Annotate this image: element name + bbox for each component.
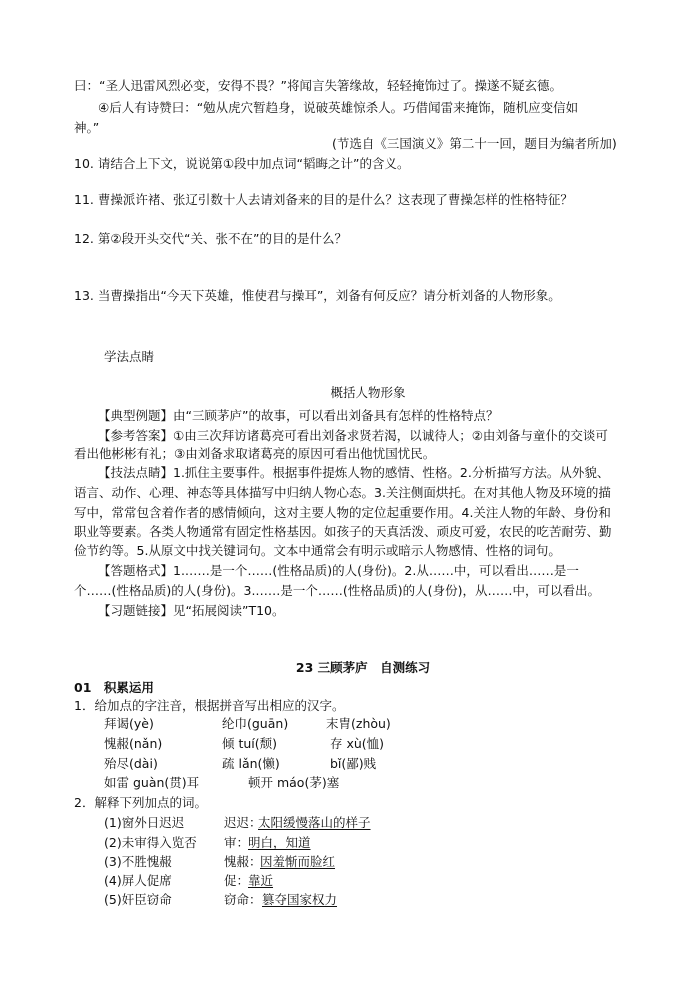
question-13: 13. 当曹操指出“今天下英雄，惟使君与操耳”，刘备有何反应？请分析刘备的人物形象。 <box>74 288 561 303</box>
pinyin-item: 末胄(zhòu) <box>326 716 391 731</box>
def-phrase: (2)未审得入览否 <box>104 835 197 850</box>
study-line: 【参考答案】①由三次拜访诸葛亮可看出刘备求贤若渴，以诚待人；②由刘备与童仆的交谈可 <box>98 428 608 443</box>
study-line: 个……(性格品质)的人(身份)。3.……是一个……(性格品质)的人(身份)，从……中，可以看出。 <box>74 583 600 598</box>
question-11: 11. 曹操派许褚、张辽引数十人去请刘备来的目的是什么？这表现了曹操怎样的性格特征？ <box>74 192 573 207</box>
def-meaning: 明白，知道 <box>248 835 311 850</box>
def-phrase: (1)窗外日迟迟 <box>104 815 185 830</box>
study-line: 写中，常常包含着作者的感情倾向，这对主要人物的定位起重要作用。4.关注人物的年龄、身份和 <box>74 505 611 520</box>
passage-source: (节选自《三国演义》第二十一回，题目为编者所加) <box>332 136 617 151</box>
question-1: 1．给加点的字注音，根据拼音写出相应的汉字。 <box>74 698 345 713</box>
passage-line: 神。” <box>74 120 100 135</box>
def-meaning: 篡夺国家权力 <box>262 892 338 907</box>
pinyin-item: bǐ(鄙)贱 <box>330 756 377 771</box>
study-line: 【技法点睛】1.抓住主要事件。根据事件提炼人物的感情、性格。2.分析描写方法。从外貌、 <box>98 465 610 480</box>
pinyin-item: 如雷 guàn(贯)耳 <box>104 775 200 790</box>
pinyin-item: 殆尽(dài) <box>104 756 158 771</box>
study-line: 俭节约等。5.从原文中找关键词句。文本中通常会有明示或暗示人物感情、性格的词句。 <box>74 543 561 558</box>
def-meaning: 太阳缓慢落山的样子 <box>258 815 371 830</box>
study-line: 职业等要素。各类人物通常有固定性格基因。如孩子的天真活泼、顽皮可爱，农民的吃苦耐劳、勤 <box>74 524 612 539</box>
study-title: 概括人物形象 <box>330 385 406 400</box>
def-phrase: (5)奸臣窃命 <box>104 892 172 907</box>
def-word: 促： <box>224 873 250 888</box>
def-word: 窃命： <box>224 892 262 907</box>
def-phrase: (4)屏人促席 <box>104 873 172 888</box>
study-line: 【答题格式】1.……是一个……(性格品质)的人(身份)。2.从……中，可以看出……是一 <box>98 563 579 578</box>
def-phrase: (3)不胜愧赧 <box>104 854 172 869</box>
pinyin-item: 愧赧(nǎn) <box>104 736 163 751</box>
pinyin-item: 存 xù(恤) <box>330 736 385 751</box>
study-line: 语言、动作、心理、神态等具体描写中归纳人物心态。3.关注侧面烘托。在对其他人物及环境的描 <box>74 485 611 500</box>
pinyin-item: 疏 lǎn(懒) <box>222 756 280 771</box>
def-word: 迟迟： <box>224 815 262 830</box>
question-12: 12. 第②段开头交代“关、张不在”的目的是什么？ <box>74 231 348 246</box>
def-meaning: 靠近 <box>248 873 274 888</box>
section-heading: 01 积累运用 <box>74 680 154 695</box>
exercise-title: 23 三顾茅庐 自测练习 <box>295 660 431 675</box>
study-line: 【典型例题】由“三顾茅庐”的故事，可以看出刘备具有怎样的性格特点？ <box>98 408 499 423</box>
def-meaning: 因羞惭而脸红 <box>260 854 336 869</box>
study-heading: 学法点睛 <box>104 349 155 364</box>
study-line: 【习题链接】见“拓展阅读”T10。 <box>98 603 285 618</box>
def-word: 审： <box>224 835 250 850</box>
pinyin-item: 倾 tuí(颓) <box>222 736 278 751</box>
pinyin-item: 拜谒(yè) <box>104 716 154 731</box>
question-10: 10. 请结合上下文，说说第①段中加点词“韬晦之计”的含义。 <box>74 156 410 171</box>
pinyin-item: 顿开 máo(茅)塞 <box>248 775 340 790</box>
question-2: 2．解释下列加点的词。 <box>74 795 207 810</box>
def-word: 愧赧： <box>224 854 262 869</box>
passage-line: ④后人有诗赞曰：“勉从虎穴暂趋身，说破英雄惊杀人。巧借闻雷来掩饰，随机应变信如 <box>98 100 579 115</box>
pinyin-item: 纶巾(guān) <box>222 716 289 731</box>
passage-line: 曰：“圣人迅雷风烈必变，安得不畏？”将闻言失箸缘故，轻轻掩饰过了。操遂不疑玄德。 <box>74 78 562 93</box>
study-line: 看出他彬彬有礼；③由刘备求取诸葛亮的原因可看出他忧国忧民。 <box>74 446 436 461</box>
